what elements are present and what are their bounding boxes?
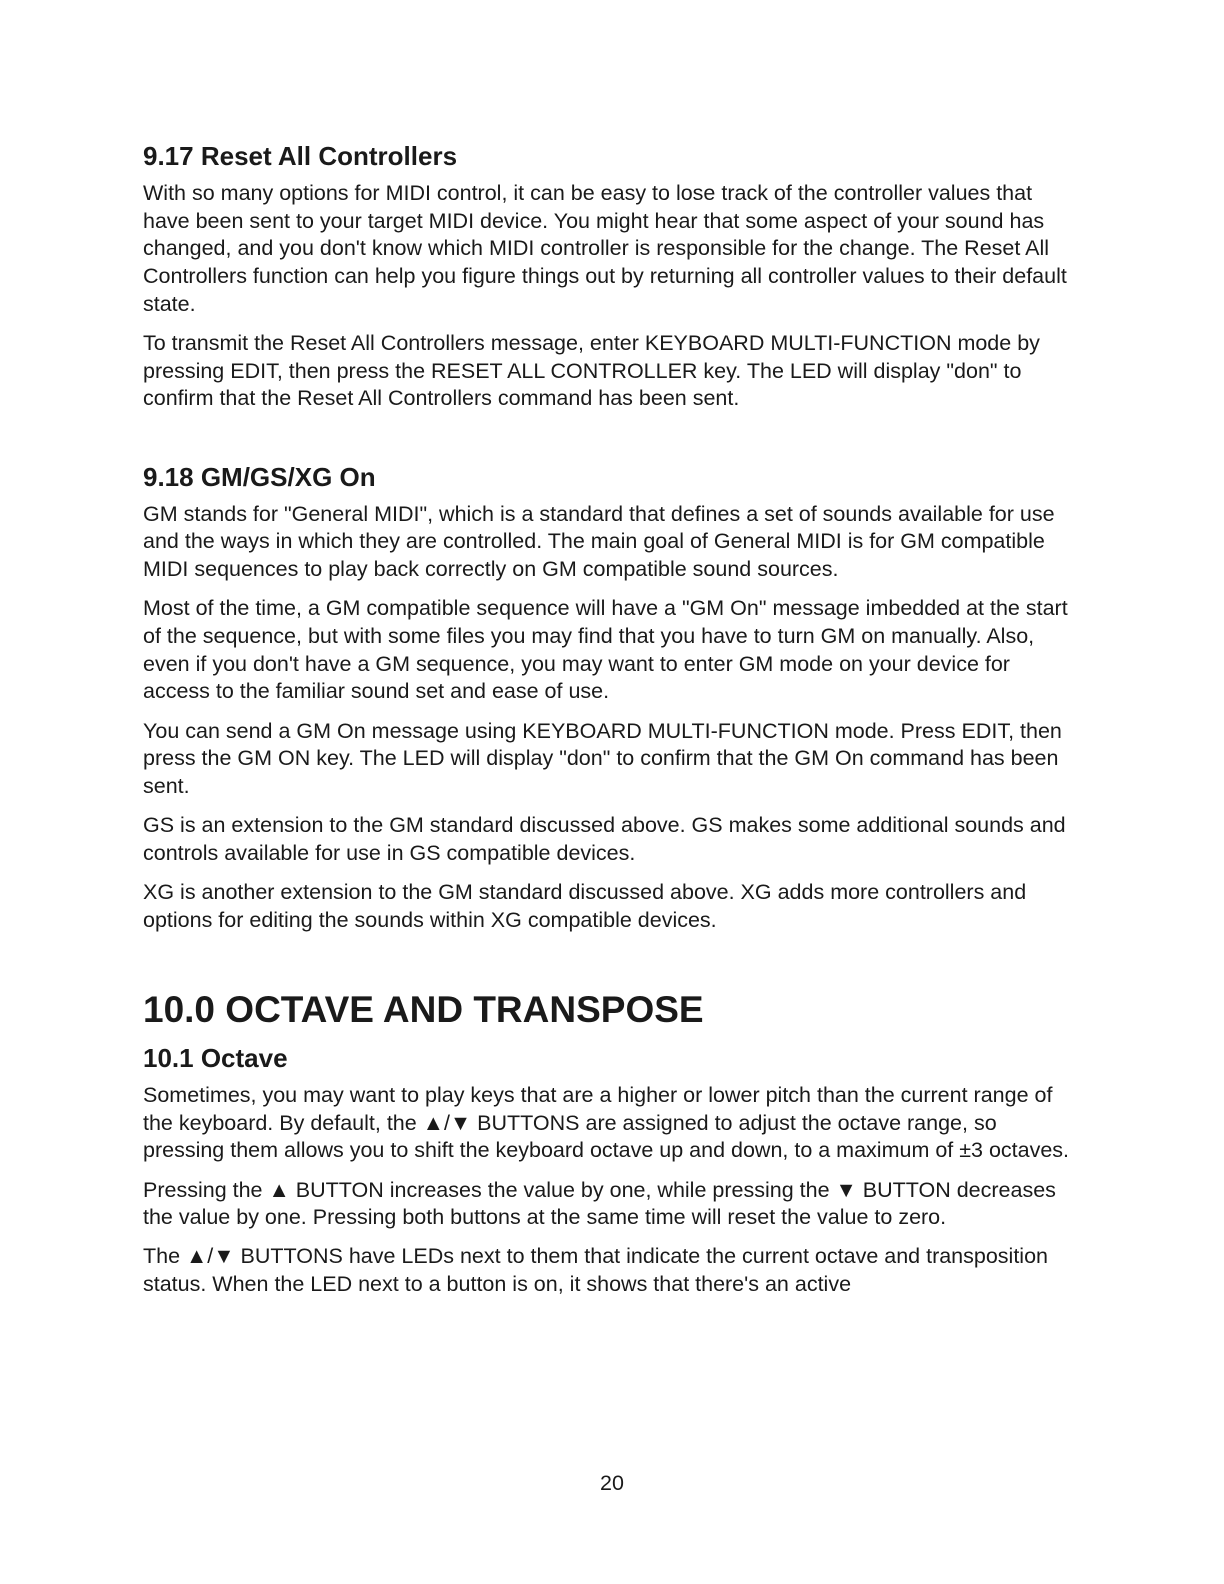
paragraph: Most of the time, a GM compatible sequence will have a "GM On" message imbedded at the start of the sequence, but with some files you may find that you have to turn GM on manually. Also, even if you don't have a GM sequence, you may want to enter GM mode on your device for access to the familiar sound set and ease of use. [143,596,1068,704]
section-heading: 9.18 GM/GS/XG On [143,461,376,492]
paragraph: XG is another extension to the GM standard discussed above. XG adds more controllers and options for editing the sounds within XG compatible devices. [143,880,1027,932]
section-heading: 10.1 Octave [143,1042,288,1073]
paragraph: GS is an extension to the GM standard discussed above. GS makes some additional sounds and controls available for use in GS compatible devices. [143,813,1066,865]
section-reset-all-controllers [143,140,1078,413]
spacer [143,946,1078,988]
section-heading: 9.17 Reset All Controllers [143,141,458,171]
page-number: 20 [600,1471,624,1495]
paragraph: You can send a GM On message using KEYBOARD MULTI-FUNCTION mode. Press EDIT, then press the GM ON key. The LED will display "don" to confirm that the GM On command has been sent. [143,718,1062,798]
paragraph: Pressing the ▲ BUTTON increases the value by one, while pressing the ▼ BUTTON decreases the value by one. Pressing both buttons at the same time will reset the value to zero. [143,1177,1056,1230]
spacer [143,425,1078,461]
chapter-title: 10.0 OCTAVE AND TRANSPOSE [143,988,704,1030]
chapter-octave-and-transpose [143,988,1078,1299]
paragraph: The ▲/▼ BUTTONS have LEDs next to them that indicate the current octave and transposition status. When the LED next to a button is on, it shows that there's an active [143,1244,1048,1297]
paragraph: To transmit the Reset All Controllers message, enter KEYBOARD MULTI-FUNCTION mode by pressing EDIT, then press the RESET ALL CONTROLLER key. The LED will display "don" to confirm that the Reset All Controllers command has been sent. [143,331,1040,411]
page-content [143,140,1078,1310]
section-gm-gs-xg-on [143,461,1078,935]
paragraph: With so many options for MIDI control, it can be easy to lose track of the controller values that have been sent to your target MIDI device. You might hear that some aspect of your sound has changed, and you don't know which MIDI controller is responsible for the change. The Reset All Controllers function can help you figure things out by returning all controller values to their default state. [143,181,1067,316]
paragraph: Sometimes, you may want to play keys that are a higher or lower pitch than the current range of the keyboard. By default, the ▲/▼ BUTTONS are assigned to adjust the octave range, so pressing them allows you to shift the keyboard octave up and down, to a maximum of ±3 octaves. [143,1082,1070,1163]
paragraph: GM stands for "General MIDI", which is a standard that defines a set of sounds available for use and the ways in which they are controlled. The main goal of General MIDI is for GM compatible MIDI sequences to play back correctly on GM compatible sound sources. [143,501,1055,582]
